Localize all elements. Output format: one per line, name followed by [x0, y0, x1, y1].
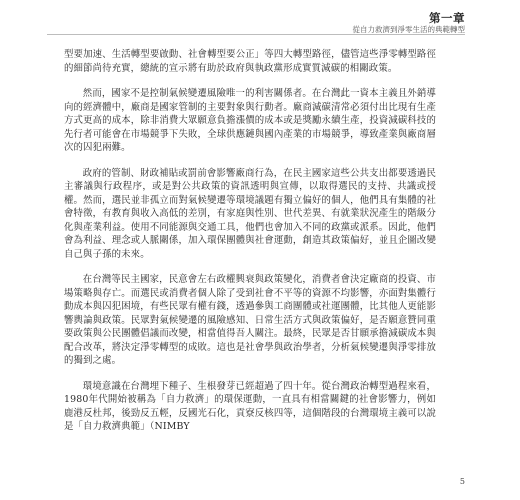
paragraph: 在台灣等民主國家，民意會左右政權興衰與政策變化，消費者會決定廠商的投資、市場策略與存亡。而選民或消費者個人除了受到社會不平等的資源不均影響，亦面對集體行動成本與囚犯困境，有些民眾有權有錢，透過參與工商團體或社運團體，比其他人更能影響輿論與政策。民眾對氣候變遷的風險感知、日常生活方式與政策偏好，是否願意贊同重要政策與公民團體倡議而改變，相當值得吾人關注。最終，民眾是否甘願承擔減碳成本與配合改革，將決定淨零轉型的成敗。這也是社會學與政治學者，分析氣候變遷與淨零排放的獨到之處。 [64, 274, 436, 366]
chapter-heading: 第一章 [429, 11, 465, 25]
chapter-subtitle: 從自力救濟到淨零生活的典範轉型 [352, 25, 465, 34]
body-text [64, 48, 436, 446]
paragraph: 型要加速、生活轉型要啟動、社會轉型要公正」等四大轉型路徑，儘管這些淨零轉型路徑的細節尚待充實，總統的宣示將有助於政府與執政黨形成實質減碳的相關政策。 [64, 49, 436, 74]
page-number: 5 [459, 477, 465, 486]
paragraph: 環境意識在台灣埋下種子、生根發芽已經超過了四十年。從台灣政治轉型過程來看，1980年代開始被稱為「自力救濟」的環保運動，一直具有相當關鍵的社會影響力，例如鹿港反杜邦，後勁反五輕，反國光石化，貢寮反核四等，這個階段的台灣環境主義可以說是「自力救濟典範」（NIMBY [64, 380, 436, 432]
paragraph: 然而，國家不是控制氣候變遷風險唯一的利害關係者。在台灣此一資本主義且外銷導向的經濟體中，廠商是國家管制的主要對象與行動者。廠商減碳清常必須付出比現有生產方式更高的成本，除非消費大眾願意負擔漲價的成本或是獎勵永續生產，投資減碳科技的先行者可能會在市場競爭下失敗，全球供應鏈與國內產業的市場競爭，導致產業與廠商層次的囚犯兩難。 [64, 88, 436, 153]
paragraph: 政府的管制、財政補貼或罰前會影響廠商行為，在民主國家這些公共支出都要透過民主審議與行政程序，或是對公共政策的資訊透明與宣傳，以取得選民的支持、共識或授權。然而，選民並非孤立而對氣候變遷等環境議題有獨立偏好的個人，他們具有集體的社會特徵，有教育與收入高低的差別，有家庭與性別、世代差異、有就業狀況產生的階級分化與產業利益。使用不同能源與交通工具，他們也會加入不同的政黨或派系。因此，他們會為利益、理念或人脈關係，加入環保團體與社會運動，創造其政策偏好，並且企圖改變自己與子孫的未來。 [64, 167, 436, 260]
